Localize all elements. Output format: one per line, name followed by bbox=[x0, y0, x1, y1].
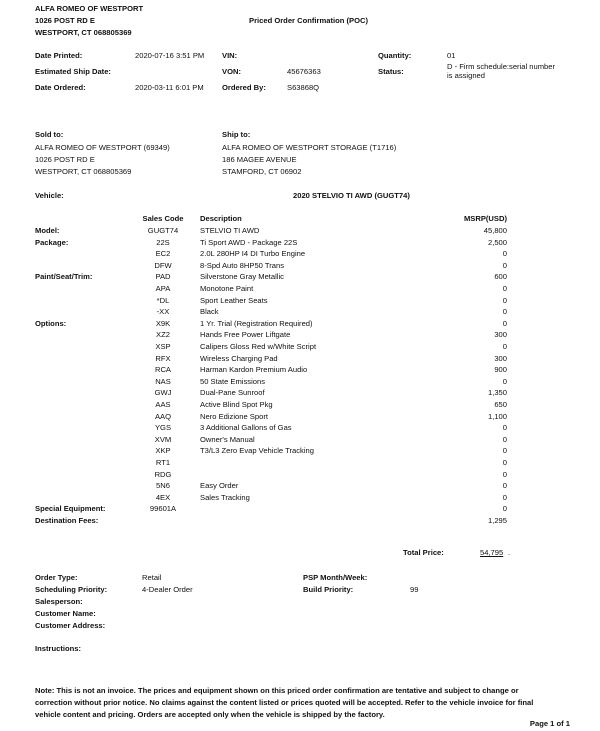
total-price-value: 54,795 bbox=[480, 548, 504, 557]
disclaimer-note-line3: vehicle content and pricing. Orders are accepted only when the vehicle is shipped by the factory. bbox=[35, 710, 385, 719]
msrp-cell: 1,100 bbox=[487, 411, 507, 421]
msrp-cell: 0 bbox=[502, 469, 507, 479]
ordered-by-value: S63868Q bbox=[287, 83, 320, 92]
sales-code-cell: DFW bbox=[154, 260, 172, 270]
description-column-header: Description bbox=[200, 214, 242, 223]
description-cell: Sales Tracking bbox=[200, 492, 250, 502]
sold-to-line3: WESTPORT, CT 068805369 bbox=[35, 167, 132, 176]
description-cell: Monotone Paint bbox=[200, 284, 254, 293]
sales-code-cell: RT1 bbox=[155, 458, 171, 467]
status-value-line2: is assigned bbox=[447, 71, 485, 80]
description-cell: 2.0L 280HP I4 DI Turbo Engine bbox=[200, 249, 306, 259]
date-printed-value: 2020-07-16 3:51 PM bbox=[135, 51, 205, 60]
msrp-cell: 0 bbox=[502, 307, 507, 317]
msrp-cell: 0 bbox=[502, 295, 507, 305]
msrp-cell: 300 bbox=[494, 330, 507, 340]
sales-code-cell: *DL bbox=[156, 295, 170, 305]
date-ordered-label: Date Ordered: bbox=[35, 83, 86, 92]
total-price-label: Total Price: bbox=[403, 548, 444, 557]
msrp-column-header: MSRP(USD) bbox=[463, 214, 507, 223]
msrp-cell: 0 bbox=[502, 481, 507, 491]
sales-code-cell: 4EX bbox=[155, 492, 171, 502]
section-label: Paint/Seat/Trim: bbox=[35, 272, 93, 282]
msrp-cell: 0 bbox=[502, 260, 507, 270]
ordered-by-label: Ordered By: bbox=[222, 83, 266, 92]
description-cell: 3 Additional Gallons of Gas bbox=[200, 423, 292, 433]
section-label: Model: bbox=[35, 226, 60, 235]
section-label: Destination Fees: bbox=[35, 516, 99, 525]
ship-to-line3: STAMFORD, CT 06902 bbox=[222, 167, 302, 176]
total-price-dot: . bbox=[508, 548, 511, 557]
description-cell: Dual-Pane Sunroof bbox=[200, 388, 265, 398]
msrp-cell: 1,350 bbox=[487, 388, 507, 398]
sales-code-column-header: Sales Code bbox=[142, 214, 184, 223]
description-cell: Hands Free Power Liftgate bbox=[200, 330, 291, 340]
msrp-cell: 0 bbox=[502, 504, 507, 514]
msrp-cell: 0 bbox=[502, 318, 507, 328]
document-title: Priced Order Confirmation (POC) bbox=[249, 16, 368, 25]
von-label: VON: bbox=[222, 67, 241, 76]
section-label: Special Equipment: bbox=[35, 504, 106, 514]
sales-code-cell: -XX bbox=[156, 307, 170, 317]
description-cell: 1 Yr. Trial (Registration Required) bbox=[200, 318, 313, 328]
description-cell: Calipers Gloss Red w/White Script bbox=[200, 342, 317, 351]
dealer-address-line2: WESTPORT, CT 068805369 bbox=[35, 28, 132, 37]
sold-to-line1: ALFA ROMEO OF WESTPORT (69349) bbox=[35, 143, 170, 152]
sold-to-line2: 1026 POST RD E bbox=[35, 155, 95, 164]
vehicle-value: 2020 STELVIO TI AWD (GUGT74) bbox=[293, 191, 410, 200]
sales-code-cell: GWJ bbox=[154, 388, 172, 398]
msrp-cell: 0 bbox=[502, 342, 507, 351]
dealer-name: ALFA ROMEO OF WESTPORT bbox=[35, 4, 144, 13]
quantity-value: 01 bbox=[447, 51, 456, 60]
sales-code-cell: RDG bbox=[154, 469, 172, 479]
page-indicator: Page 1 of 1 bbox=[529, 719, 570, 728]
description-cell: STELVIO TI AWD bbox=[200, 226, 260, 235]
sales-code-cell: YGS bbox=[154, 423, 172, 433]
description-cell: Ti Sport AWD - Package 22S bbox=[200, 237, 298, 247]
msrp-cell: 0 bbox=[502, 423, 507, 433]
description-cell: Nero Edizione Sport bbox=[200, 411, 268, 421]
sales-code-cell: 22S bbox=[156, 237, 170, 247]
vehicle-label: Vehicle: bbox=[35, 191, 64, 200]
sales-code-cell: GUGT74 bbox=[147, 226, 179, 235]
msrp-cell: 1,295 bbox=[487, 516, 507, 525]
ship-to-label: Ship to: bbox=[222, 130, 251, 139]
date-ordered-value: 2020-03-11 6:01 PM bbox=[135, 83, 204, 92]
build-priority-value: 99 bbox=[410, 585, 419, 594]
quantity-label: Quantity: bbox=[378, 51, 412, 60]
sales-code-cell: XSP bbox=[155, 342, 171, 351]
sold-to-label: Sold to: bbox=[35, 130, 64, 139]
description-cell: 8-Spd Auto 8HP50 Trans bbox=[200, 260, 285, 270]
msrp-cell: 0 bbox=[502, 458, 507, 467]
msrp-cell: 0 bbox=[502, 376, 507, 386]
description-cell: Sport Leather Seats bbox=[200, 295, 268, 305]
msrp-cell: 900 bbox=[494, 365, 507, 375]
customer-address-label: Customer Address: bbox=[35, 621, 106, 630]
msrp-cell: 0 bbox=[502, 434, 507, 444]
sales-code-cell: RFX bbox=[155, 353, 171, 363]
msrp-cell: 300 bbox=[494, 353, 507, 363]
dealer-address-line1: 1026 POST RD E bbox=[35, 16, 95, 25]
order-type-value: Retail bbox=[142, 573, 162, 582]
sales-code-cell: RCA bbox=[154, 365, 172, 375]
scheduling-priority-label: Scheduling Priority: bbox=[35, 585, 108, 594]
description-cell: Owner's Manual bbox=[200, 434, 255, 444]
sales-code-cell: XZ2 bbox=[156, 330, 170, 340]
status-value-line1: D - Firm schedule:serial number bbox=[447, 62, 556, 71]
build-priority-label: Build Priority: bbox=[303, 585, 354, 594]
order-type-label: Order Type: bbox=[35, 573, 78, 582]
disclaimer-note-line1: Note: This is not an invoice. The prices and equipment shown on this priced order confirmation are tentative and subject to change or bbox=[35, 686, 519, 695]
section-label: Options: bbox=[35, 318, 67, 328]
psp-month-week-label: PSP Month/Week: bbox=[303, 573, 368, 582]
msrp-cell: 45,800 bbox=[483, 226, 507, 235]
description-cell: 50 State Emissions bbox=[200, 376, 265, 386]
msrp-cell: 2,500 bbox=[487, 237, 507, 247]
sales-code-cell: APA bbox=[155, 284, 171, 293]
estimated-ship-date-label: Estimated Ship Date: bbox=[35, 67, 111, 76]
scheduling-priority-value: 4-Dealer Order bbox=[142, 585, 193, 594]
sales-code-cell: AAQ bbox=[154, 411, 172, 421]
customer-name-label: Customer Name: bbox=[35, 609, 96, 618]
disclaimer-note-line2: correction without prior notice. No claims against the content listed or prices quoted will be accepted. Refer to the vehicle invoice for final bbox=[35, 698, 534, 707]
instructions-label: Instructions: bbox=[35, 644, 81, 653]
sales-code-cell: EC2 bbox=[155, 249, 171, 259]
description-cell: T3/L3 Zero Evap Vehicle Tracking bbox=[200, 446, 314, 456]
sales-code-cell: XVM bbox=[154, 434, 172, 444]
von-value: 45676363 bbox=[287, 67, 321, 76]
msrp-cell: 0 bbox=[502, 284, 507, 293]
sales-code-cell: 99601A bbox=[149, 504, 177, 514]
msrp-cell: 0 bbox=[502, 446, 507, 456]
msrp-cell: 0 bbox=[502, 492, 507, 502]
status-label: Status: bbox=[378, 67, 404, 76]
date-printed-label: Date Printed: bbox=[35, 51, 83, 60]
description-cell: Easy Order bbox=[200, 481, 239, 491]
sales-code-cell: NAS bbox=[155, 376, 171, 386]
sales-code-cell: AAS bbox=[155, 400, 171, 409]
msrp-cell: 600 bbox=[494, 272, 507, 282]
sales-code-cell: X9K bbox=[155, 318, 171, 328]
description-cell: Harman Kardon Premium Audio bbox=[200, 365, 308, 375]
ship-to-line2: 186 MAGEE AVENUE bbox=[222, 155, 297, 164]
msrp-cell: 650 bbox=[494, 400, 507, 409]
description-cell: Active Blind Spot Pkg bbox=[200, 400, 273, 409]
description-cell: Black bbox=[200, 307, 219, 317]
description-cell: Wireless Charging Pad bbox=[200, 353, 278, 363]
vin-label: VIN: bbox=[222, 51, 238, 60]
section-label: Package: bbox=[35, 237, 69, 247]
salesperson-label: Salesperson: bbox=[35, 597, 83, 606]
sales-code-cell: PAD bbox=[155, 272, 171, 282]
ship-to-line1: ALFA ROMEO OF WESTPORT STORAGE (T1716) bbox=[222, 143, 397, 152]
sales-code-cell: XKP bbox=[155, 446, 171, 456]
sales-code-cell: 5N6 bbox=[156, 481, 170, 491]
msrp-cell: 0 bbox=[502, 249, 507, 259]
description-cell: Silverstone Gray Metallic bbox=[200, 272, 284, 282]
